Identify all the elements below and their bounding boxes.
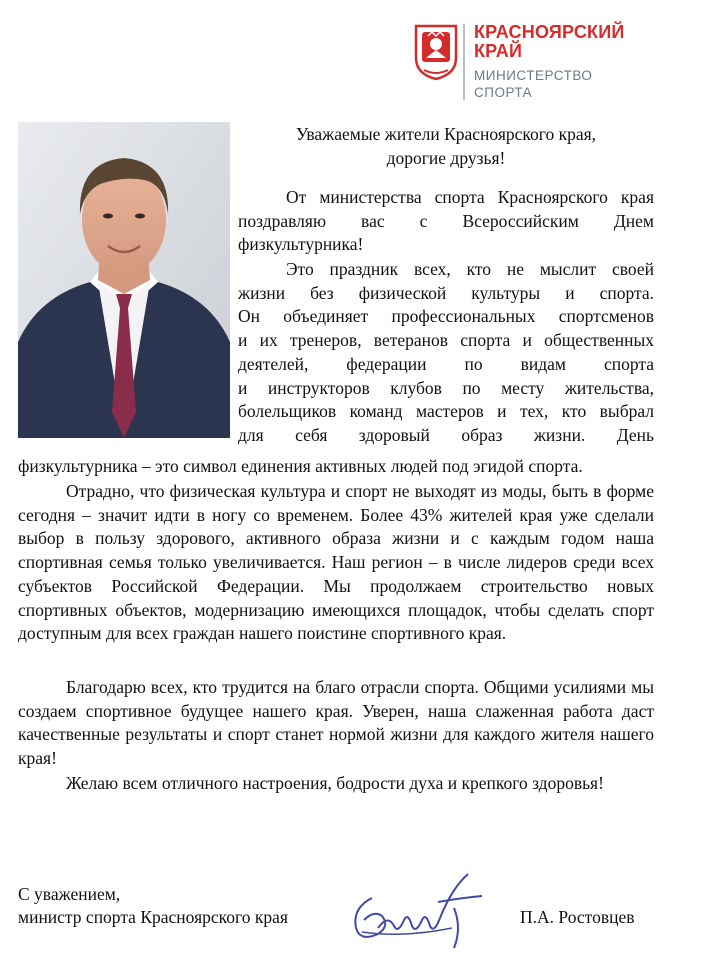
greeting-line1: Уважаемые жители Красноярского края,: [295, 124, 597, 144]
paragraph-2-line: жизни без физической культуры и спорта.: [238, 282, 654, 303]
handwritten-signature-icon: [342, 868, 492, 952]
paragraph-5: Желаю всем отличного настроения, бодрости духа и крепкого здоровья!: [66, 773, 604, 793]
paragraph-2-line: и их тренеров, ветеранов спорта и общественных: [238, 330, 654, 351]
logo-divider: [463, 24, 465, 100]
closing-regards: С уважением,: [18, 884, 121, 904]
paragraph-2-line: болельщиков команд мастеров и тех, кто выбрал: [238, 401, 654, 422]
paragraph-2-line: деятелей, федерации по видам спорта: [238, 353, 654, 374]
paragraph-2-line: для себя здоровый образ жизни. День: [238, 424, 654, 445]
signatory-name: П.А. Ростовцев: [520, 907, 635, 927]
paragraph-2-line: Он объединяет профессиональных спортсменов: [238, 306, 654, 327]
paragraph-3: Отрадно, что физическая культура и спорт не выходят из моды, быть в форме сегодня – значит идти в ногу со временем. Более 43% жителей края уже сделали выбор в пользу здорового, активного образа жизни и с каждым годом наша спортивная семья только увеличивается. Наш регион – в числе лидеров среди всех субъектов Российской Федерации. Мы продолжаем строительство новых спортивных объектов, модернизацию имеющихся площадок, чтобы сделать спорт доступным для всех граждан нашего поистине спортивного края.: [18, 481, 654, 644]
paragraph-2-end: физкультурника – это символ единения активных людей под эгидой спорта.: [18, 456, 583, 476]
org-name-line1: КРАСНОЯРСКИЙ: [474, 22, 625, 42]
minister-photo: [18, 122, 230, 438]
ministry-line1: МИНИСТЕРСТВО: [474, 68, 593, 83]
org-name-line2: КРАЙ: [474, 41, 523, 61]
paragraph-2: [238, 258, 654, 448]
krasnoyarsk-coat-of-arms-icon: [414, 24, 458, 80]
paragraph-2-line: Это праздник всех, кто не мыслит своей: [286, 259, 654, 279]
minister-portrait-icon: [18, 122, 230, 438]
closing-position: министр спорта Красноярского края: [18, 907, 288, 927]
paragraph-1: От министерства спорта Красноярского края поздравляю вас с Всероссийским Днем физкультурника!: [238, 187, 654, 255]
paragraph-4: Благодарю всех, кто трудится на благо отрасли спорта. Общими усилиями мы создаем спортивное будущее нашего края. Уверен, наша слаженная работа даст качественные результаты и спорт станет нормой жизни для каждого жителя нашего края!: [18, 677, 654, 769]
ministry-line2: СПОРТА: [474, 85, 533, 100]
paragraph-2-line: и инструкторов клубов по месту жительства,: [238, 377, 654, 398]
greeting-line2: дорогие друзья!: [386, 148, 506, 168]
